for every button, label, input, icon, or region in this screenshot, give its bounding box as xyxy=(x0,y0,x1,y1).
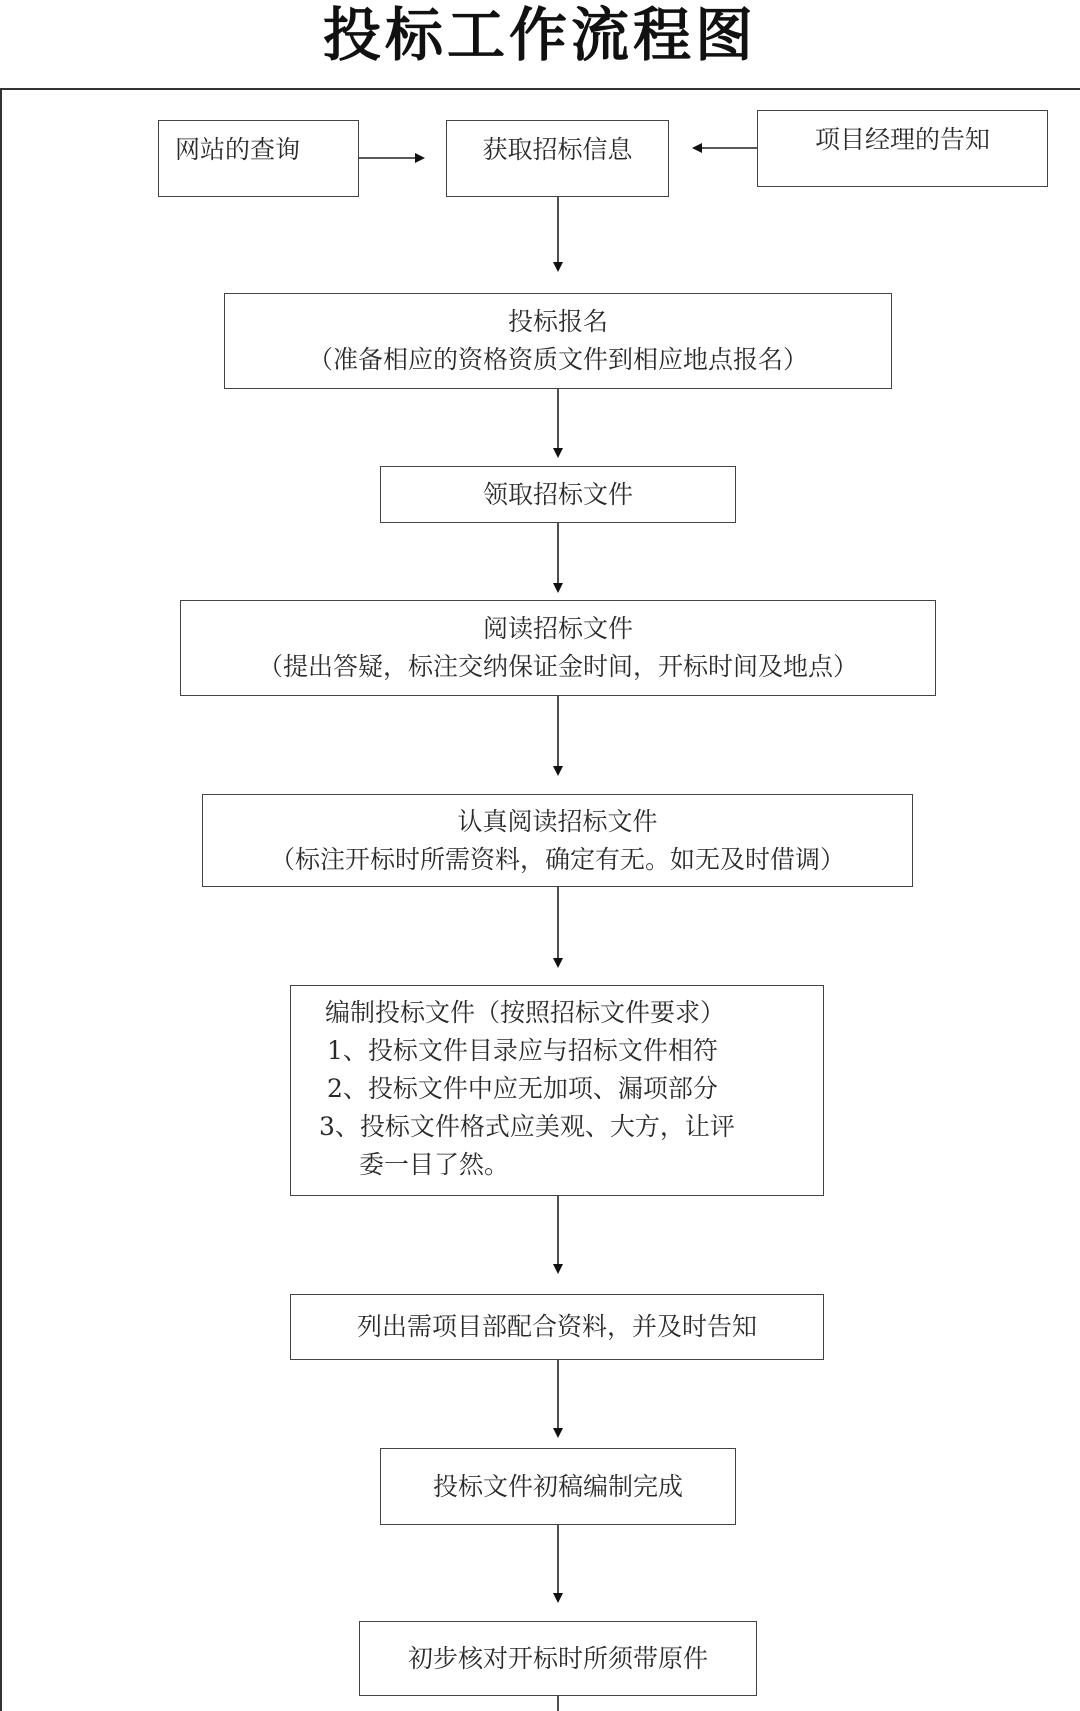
step-careful-read-documents-title: 认真阅读招标文件 xyxy=(457,806,658,836)
step-read-tender-documents-note: （提出答疑，标注交纳保证金时间，开标时间及地点） xyxy=(257,652,858,681)
step-careful-read-documents-note: （标注开标时所需资料，确定有无。如无及时借调） xyxy=(269,844,845,874)
step-verify-original-documents xyxy=(359,1621,757,1696)
page-title: 投标工作流程图 xyxy=(322,1,757,69)
step-get-tender-info xyxy=(446,120,669,197)
step-prepare-bid-documents xyxy=(290,985,824,1196)
step-bid-registration-note: （准备相应的资格资质文件到相应地点报名） xyxy=(307,345,808,374)
step-bid-registration xyxy=(224,293,892,389)
step-collect-tender-documents xyxy=(380,466,736,523)
step-draft-completed-label: 投标文件初稿编制完成 xyxy=(432,1471,683,1501)
requirement-item-2: 2、投标文件中应无加项、漏项部分 xyxy=(327,1074,718,1103)
source-manager-label: 项目经理的告知 xyxy=(814,125,990,154)
step-collect-tender-documents-label: 领取招标文件 xyxy=(482,479,633,509)
requirement-item-1: 1、投标文件目录应与招标文件相符 xyxy=(327,1036,718,1065)
step-verify-original-documents-label: 初步核对开标时所须带原件 xyxy=(407,1643,708,1673)
requirement-item-3-continued: 委一目了然。 xyxy=(359,1150,510,1179)
requirement-item-3: 3、投标文件格式应美观、大方，让评 xyxy=(319,1112,735,1141)
step-list-required-materials-label: 列出需项目部配合资料，并及时告知 xyxy=(356,1312,757,1341)
step-careful-read-documents xyxy=(202,794,913,887)
step-list-required-materials xyxy=(290,1294,824,1360)
step-prepare-bid-documents-title: 编制投标文件（按照招标文件要求） xyxy=(325,998,726,1027)
step-bid-registration-title: 投标报名 xyxy=(507,307,608,336)
step-read-tender-documents xyxy=(180,600,936,696)
step-draft-completed xyxy=(380,1448,736,1525)
source-website-box xyxy=(158,120,359,197)
source-manager-box xyxy=(757,110,1048,187)
step-read-tender-documents-title: 阅读招标文件 xyxy=(482,614,633,643)
step-get-tender-info-label: 获取招标信息 xyxy=(482,135,633,164)
source-website-label: 网站的查询 xyxy=(175,135,301,164)
